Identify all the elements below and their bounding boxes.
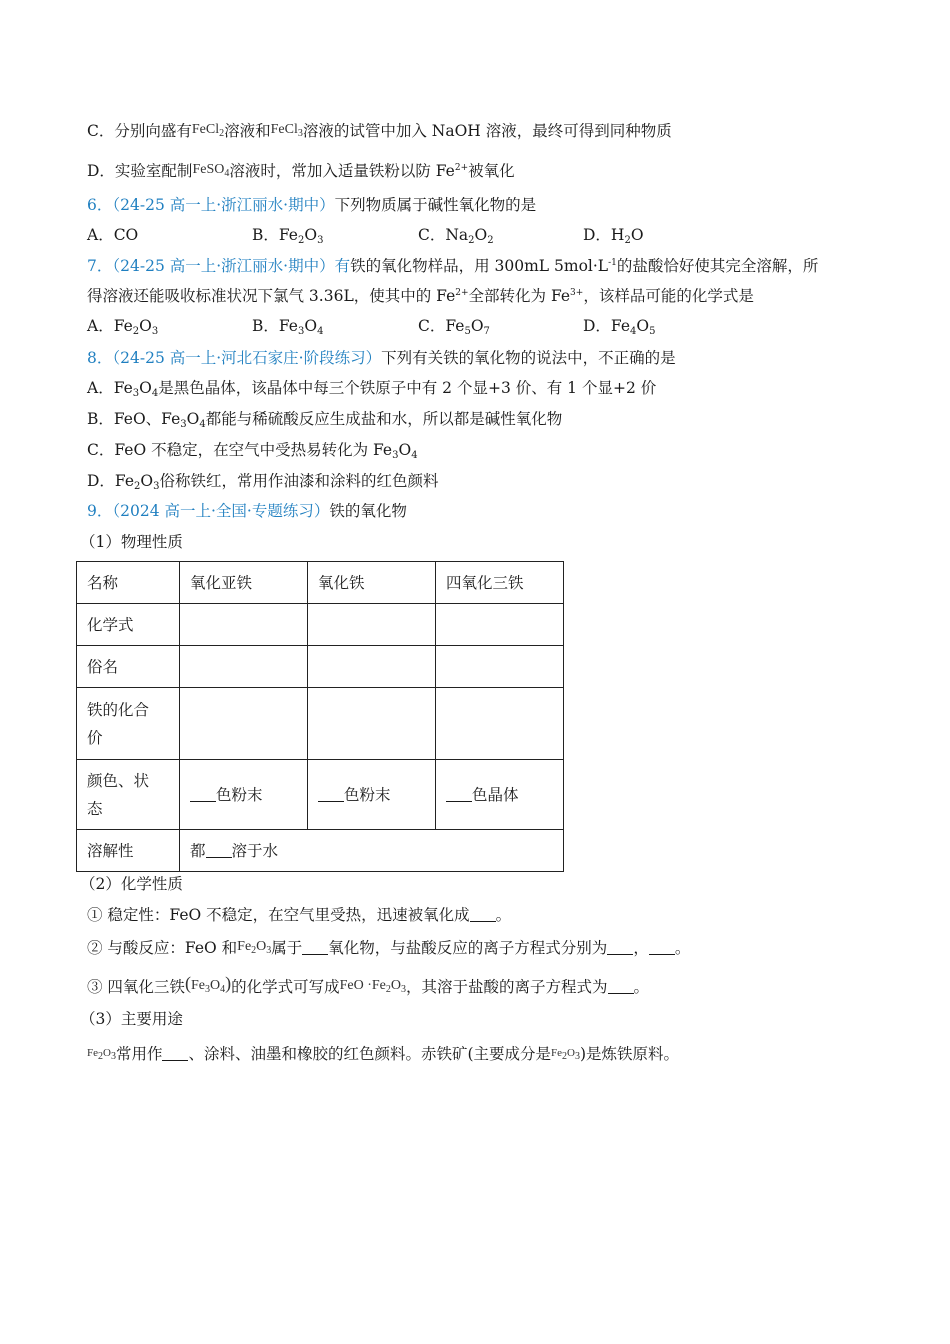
answer-cell[interactable] xyxy=(436,688,564,760)
q6-option-d: D．$H_2O$ xyxy=(583,226,644,246)
q7-option-d: D．$Fe_4O_5$ xyxy=(583,317,656,337)
q7-option-b: B．$Fe_3O_4$ xyxy=(252,317,324,337)
table-row xyxy=(77,646,564,688)
q8-option-d: D．$Fe_2O_3$俗称铁红，常用作油漆和涂料的红色颜料 xyxy=(87,472,439,492)
q9-source-link[interactable]: （2024 高一上·全国·专题练习） xyxy=(112,502,330,520)
table-row xyxy=(77,562,564,604)
blank[interactable] xyxy=(318,787,344,802)
blank[interactable] xyxy=(607,940,633,955)
q9-fe3o4: ③ 四氧化三铁$(Fe_3O_4)$的化学式可写成FeO $\cdot Fe_2O_3$，其溶于盐酸的离子方程式为 。 xyxy=(87,973,650,996)
table-cell: 名称 xyxy=(77,562,180,604)
table-cell: 氧化亚铁 xyxy=(180,562,308,604)
table-row xyxy=(77,604,564,646)
q7-stem-line2: 得溶液还能吸收标准状况下氯气 3.36L，使其中的 $Fe^{2+}$全部转化为 $Fe^{3+}$，该样品可能的化学式是 xyxy=(87,287,754,305)
blank[interactable] xyxy=(302,940,328,955)
table-cell: 铁的化合 价 xyxy=(77,688,180,760)
q8-option-c: C．FeO 不稳定，在空气中受热易转化为 $Fe_3O_4$ xyxy=(87,441,418,461)
q5-option-d: D．实验室配制FeSO$_4$溶液时，常加入适量铁粉以防 $Fe^{2+}$被氧化 xyxy=(87,162,515,180)
q5-option-c: C．分别向盛有FeCl$_2$溶液和FeCl$_3$溶液的试管中加入 NaOH 溶液，最终可得到同种物质 xyxy=(87,122,672,140)
q8-source-link[interactable]: （24-25 高一上·河北石家庄·阶段练习） xyxy=(112,349,382,367)
q8-stem: 8．（24-25 高一上·河北石家庄·阶段练习）下列有关铁的氧化物的说法中，不正确的是 xyxy=(87,349,676,367)
q6-option-b: B．$Fe_2O_3$ xyxy=(252,226,324,246)
q7-stem: 7．（24-25 高一上·浙江丽水·期中）有铁的氧化物样品，用 300mL $5mol\cdot L^{-1}$的盐酸恰好使其完全溶解，所 xyxy=(87,257,819,275)
blank[interactable] xyxy=(608,979,634,994)
q7-source-link[interactable]: （24-25 高一上·浙江丽水·期中）有 xyxy=(112,257,351,275)
table-cell: 溶解性 xyxy=(77,830,180,872)
q7-option-c: C．$Fe_5O_7$ xyxy=(418,317,490,337)
answer-cell[interactable] xyxy=(308,646,436,688)
q7-option-a: A．$Fe_2O_3$ xyxy=(87,317,159,337)
table-row xyxy=(77,830,564,872)
q9-part1-heading: （1）物理性质 xyxy=(80,533,183,551)
table-row xyxy=(77,760,564,830)
blank[interactable] xyxy=(206,843,232,858)
table-cell: 色晶体 xyxy=(436,760,564,830)
table-cell: 化学式 xyxy=(77,604,180,646)
blank[interactable] xyxy=(190,787,216,802)
blank[interactable] xyxy=(649,940,675,955)
blank[interactable] xyxy=(162,1046,188,1061)
table-cell: 四氧化三铁 xyxy=(436,562,564,604)
q9-part3-heading: （3）主要用途 xyxy=(80,1010,183,1028)
table-cell: 色粉末 xyxy=(180,760,308,830)
q6-stem: 6．（24-25 高一上·浙江丽水·期中）下列物质属于碱性氧化物的是 xyxy=(87,196,537,214)
q9-part2-heading: （2）化学性质 xyxy=(80,875,183,893)
table-cell: 都 溶于水 xyxy=(180,830,564,872)
table-cell: 俗名 xyxy=(77,646,180,688)
q6-option-c: C．$Na_2O_2$ xyxy=(418,226,494,246)
answer-cell[interactable] xyxy=(308,688,436,760)
blank[interactable] xyxy=(470,907,496,922)
q6-source-link[interactable]: （24-25 高一上·浙江丽水·期中） xyxy=(112,196,335,214)
q6-option-a: A．CO xyxy=(87,226,139,244)
answer-cell[interactable] xyxy=(180,646,308,688)
q8-option-a: A．$Fe_3O_4$是黑色晶体，该晶体中每三个铁原子中有 2 个显+3 价、有 1 个显+2 价 xyxy=(87,379,657,399)
answer-cell[interactable] xyxy=(436,646,564,688)
blank[interactable] xyxy=(446,787,472,802)
table-cell: 颜色、状 态 xyxy=(77,760,180,830)
iron-oxide-table xyxy=(76,561,564,872)
q9-stem: 9．（2024 高一上·全国·专题练习）铁的氧化物 xyxy=(87,502,407,520)
answer-cell[interactable] xyxy=(308,604,436,646)
table-cell: 色粉末 xyxy=(308,760,436,830)
answer-cell[interactable] xyxy=(180,604,308,646)
table-row xyxy=(77,688,564,760)
q9-uses: $Fe_2O_3$常用作 、涂料、油墨和橡胶的红色颜料。赤铁矿(主要成分是$Fe_2O_3$)是炼铁原料。 xyxy=(87,1045,680,1063)
table-cell: 氧化铁 xyxy=(308,562,436,604)
q9-acid-reaction: ② 与酸反应：FeO 和$Fe_2O_3$属于 氧化物，与盐酸反应的离子方程式分别为 ， 。 xyxy=(87,939,691,957)
answer-cell[interactable] xyxy=(436,604,564,646)
q8-option-b: B．FeO、$Fe_3O_4$都能与稀硫酸反应生成盐和水，所以都是碱性氧化物 xyxy=(87,410,563,430)
q9-stability: ① 稳定性：FeO 不稳定，在空气里受热，迅速被氧化成 。 xyxy=(87,906,512,924)
answer-cell[interactable] xyxy=(180,688,308,760)
